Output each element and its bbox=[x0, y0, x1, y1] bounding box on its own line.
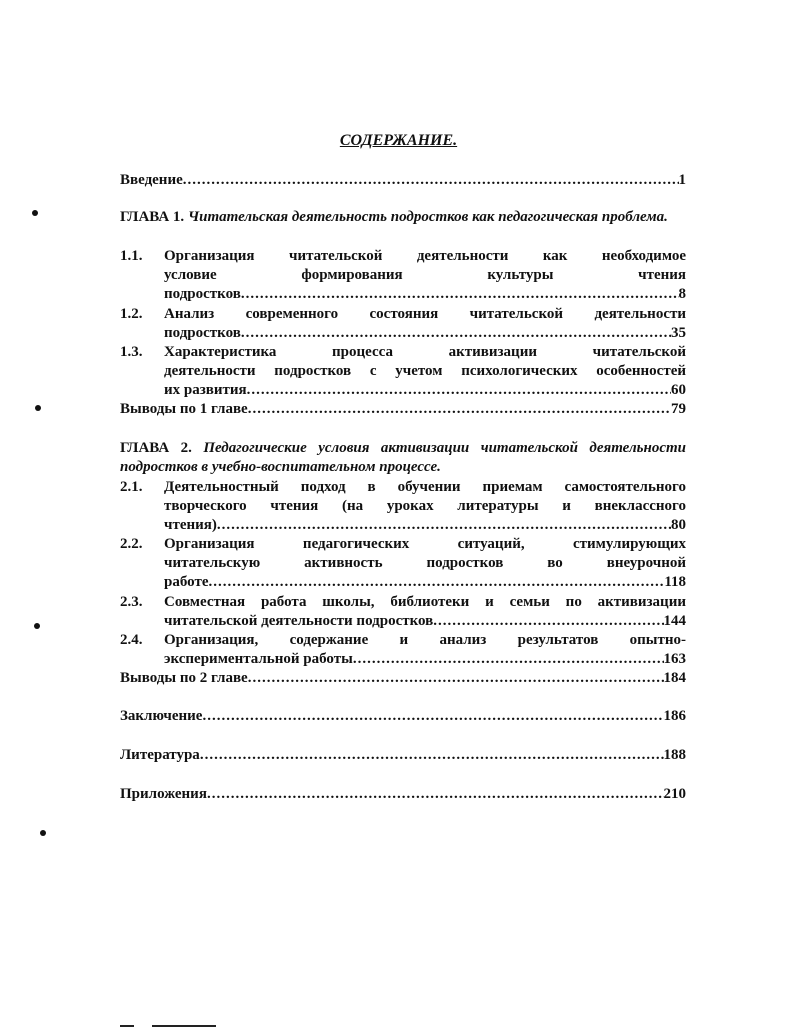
section-line: Организация педагогических ситуаций, стимулирующих bbox=[164, 536, 686, 552]
section-line: работе bbox=[164, 574, 209, 590]
section-line: их развития bbox=[164, 382, 247, 398]
toc-section-1-3 bbox=[164, 343, 686, 400]
section-last-line bbox=[164, 381, 686, 400]
toc-page-number: 1 bbox=[678, 172, 686, 188]
toc-page-number: 210 bbox=[663, 786, 686, 802]
dot-leader bbox=[200, 746, 664, 765]
section-line: подростков bbox=[164, 286, 241, 302]
dot-leader bbox=[248, 400, 671, 419]
footer-rule bbox=[152, 1025, 216, 1027]
section-last-line bbox=[164, 516, 686, 535]
chapter-1-heading bbox=[120, 208, 686, 227]
section-number: 2.2. bbox=[120, 536, 143, 552]
toc-entry-label: Приложения bbox=[120, 786, 207, 802]
toc-entry-label: Заключение bbox=[120, 708, 203, 724]
toc-entry-appendix bbox=[120, 785, 686, 804]
section-last-line bbox=[164, 285, 686, 304]
dot-leader bbox=[241, 285, 679, 304]
scan-speck bbox=[34, 623, 40, 629]
section-line: чтения) bbox=[164, 517, 217, 533]
section-line: Организация читательской деятельности как необходимое bbox=[164, 248, 686, 264]
section-line: условие формирования культуры чтения bbox=[164, 267, 686, 283]
section-line: Анализ современного состояния читательской деятельности bbox=[164, 306, 686, 322]
chapter-1-title: Читательская деятельность подростков как педагогическая проблема. bbox=[187, 209, 668, 225]
dot-leader bbox=[207, 785, 664, 804]
dot-leader bbox=[217, 516, 671, 535]
toc-entry-chapter-2-conclusion bbox=[120, 669, 686, 688]
chapter-1-lead: ГЛАВА 1. bbox=[120, 209, 185, 225]
section-line: Совместная работа школы, библиотеки и семьи по активизации bbox=[164, 594, 686, 610]
dot-leader bbox=[241, 324, 671, 343]
toc-section-1-1 bbox=[164, 247, 686, 304]
toc-page-number: 35 bbox=[671, 325, 686, 341]
dot-leader bbox=[248, 669, 664, 688]
section-number: 1.1. bbox=[120, 248, 143, 264]
section-number: 2.1. bbox=[120, 479, 143, 495]
toc-entry-intro bbox=[120, 171, 686, 190]
section-line: читательской деятельности подростков bbox=[164, 613, 434, 629]
section-number: 2.3. bbox=[120, 594, 143, 610]
section-line: Деятельностный подход в обучении приемам самостоятельного bbox=[164, 479, 686, 495]
toc-page-number: 79 bbox=[671, 401, 686, 417]
dot-leader bbox=[247, 381, 671, 400]
toc-entry-closing bbox=[120, 707, 686, 726]
toc-page-number: 8 bbox=[678, 286, 686, 302]
section-number: 1.2. bbox=[120, 306, 143, 322]
section-last-line bbox=[164, 650, 686, 669]
footer-rule bbox=[120, 1025, 134, 1027]
toc-section-1-2 bbox=[164, 305, 686, 343]
section-line: Организация, содержание и анализ результатов опытно- bbox=[164, 632, 686, 648]
toc-entry-label: Выводы по 2 главе bbox=[120, 670, 248, 686]
dot-leader bbox=[202, 707, 663, 726]
scan-speck bbox=[35, 405, 41, 411]
section-last-line bbox=[164, 324, 686, 343]
toc-entry-chapter-1-conclusion bbox=[120, 400, 686, 419]
section-number: 2.4. bbox=[120, 632, 143, 648]
scan-speck bbox=[32, 210, 38, 216]
chapter-2-heading bbox=[120, 439, 686, 477]
chapter-2-title: Педагогические условия активизации читательской деятельности подростков в учебно-воспитательном процессе. bbox=[120, 440, 687, 475]
section-line: читательскую активность подростков во внеурочной bbox=[164, 555, 686, 571]
page-title: СОДЕРЖАНИЕ. bbox=[339, 132, 458, 149]
section-line: экспериментальной работы bbox=[164, 651, 353, 667]
toc-entry-label: Введение bbox=[120, 172, 183, 188]
toc-page-number: 80 bbox=[671, 517, 686, 533]
dot-leader bbox=[353, 650, 664, 669]
section-line: Характеристика процесса активизации читательской bbox=[164, 344, 686, 360]
toc-page-number: 163 bbox=[663, 651, 686, 667]
toc-section-2-3 bbox=[164, 593, 686, 631]
section-line: деятельности подростков с учетом психологических особенностей bbox=[164, 363, 686, 379]
toc-section-2-2 bbox=[164, 535, 686, 592]
chapter-2-lead: ГЛАВА 2. bbox=[120, 440, 192, 456]
section-last-line bbox=[164, 573, 686, 592]
toc-page-number: 186 bbox=[663, 708, 686, 724]
toc-page-number: 144 bbox=[663, 613, 686, 629]
section-number: 1.3. bbox=[120, 344, 143, 360]
scan-speck bbox=[40, 830, 46, 836]
dot-leader bbox=[433, 612, 663, 631]
section-last-line bbox=[164, 612, 686, 631]
dot-leader bbox=[208, 573, 664, 592]
toc-section-2-4 bbox=[164, 631, 686, 669]
toc-page-number: 184 bbox=[663, 670, 686, 686]
toc-page-number: 60 bbox=[671, 382, 686, 398]
toc-section-2-1 bbox=[164, 478, 686, 535]
toc-entry-label: Выводы по 1 главе bbox=[120, 401, 248, 417]
toc-page-number: 118 bbox=[664, 574, 686, 590]
dot-leader bbox=[183, 171, 679, 190]
section-line: творческого чтения (на уроках литературы и внеклассного bbox=[164, 498, 686, 514]
toc-entry-label: Литература bbox=[120, 747, 200, 763]
section-line: подростков bbox=[164, 325, 241, 341]
toc-page-number: 188 bbox=[663, 747, 686, 763]
toc-entry-literature bbox=[120, 746, 686, 765]
